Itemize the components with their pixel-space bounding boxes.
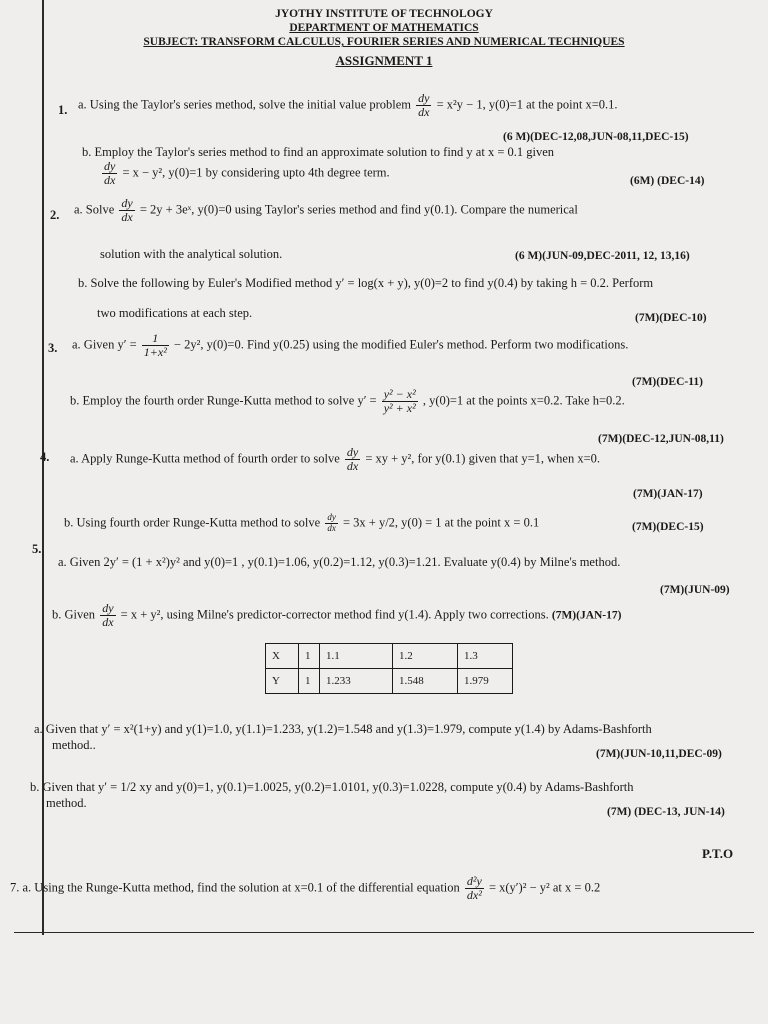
q6a-marks: (7M)(JUN-10,11,DEC-09) — [596, 748, 722, 760]
table-row: X 1 1.1 1.2 1.3 — [266, 644, 513, 669]
assignment-title: ASSIGNMENT 1 — [335, 53, 433, 68]
institute-name: JYOTHY INSTITUTE OF TECHNOLOGY — [275, 8, 493, 20]
q1a-prefix: a. Using the Taylor's series method, solve the initial value problem — [78, 97, 412, 112]
q4a-text: a. Apply Runge-Kutta method of fourth order to solve $\frac{dy}{dx}$ = xy + y², for y(0.1) given that y=1, when x=0. — [70, 445, 601, 474]
q1a-marks: (6 M)(DEC-12,08,JUN-08,11,DEC-15) — [503, 131, 689, 143]
pto-label: P.T.O — [702, 846, 734, 861]
q3a-fraction: $\frac{1}{\text{1+x²}}$ — [143, 331, 167, 360]
q6b-line2: method. — [46, 796, 87, 810]
q2a-line2: solution with the analytical solution. — [100, 247, 283, 261]
q2a-marks: (6 M)(JUN-09,DEC-2011, 12, 13,16) — [515, 250, 690, 262]
q1a-fraction: $\frac{dy}{dx}$ — [418, 91, 430, 120]
q2b-line2: two modifications at each step. — [97, 306, 253, 320]
question-number-5: 5. — [32, 542, 42, 556]
q3b-fraction: $\frac{\text{y² − x²}}{\text{y² + x²}}$ — [383, 387, 416, 416]
q1b-equation: $\frac{dy}{dx}$ = x − y², y(0)=1 by considering upto 4th degree term. — [104, 159, 390, 188]
q4a-fraction: $\frac{dy}{dx}$ — [346, 445, 359, 474]
q7a-text: 7. a. Using the Runge-Kutta method, find the solution at x=0.1 of the differential equation $\frac{\text{d²y}}{\text{dx²}}$ = x(y′)² − y² at x = 0.2 — [10, 874, 601, 903]
q3a-marks: (7M)(DEC-11) — [632, 376, 703, 388]
q3b-marks: (7M)(DEC-12,JUN-08,11) — [598, 433, 724, 445]
q6b-marks: (7M) (DEC-13, JUN-14) — [607, 806, 725, 818]
values-table — [265, 643, 513, 694]
question-number-2: 2. — [50, 208, 60, 222]
q6b-text: b. Given that y′ = 1/2 xy and y(0)=1, y(0.1)=1.0025, y(0.2)=1.0101, y(0.3)=1.0228, compute y(0.4) by Adams-Bashforth — [30, 780, 634, 794]
q5b-fraction: $\frac{dy}{dx}$ — [102, 601, 114, 630]
q3b-text: b. Employ the fourth order Runge-Kutta method to solve y′ = $\frac{\text{y² − x²}}{\text{y² + x²}}$ , y(0)=1 at the points x=0.2. Take h=0.2. — [70, 387, 625, 416]
q4b-fraction: $\frac{dy}{dx}$ — [327, 512, 336, 533]
q5b-text: b. Given $\frac{dy}{dx}$ = x + y², using Milne's predictor-corrector method find y(1.4). Apply two corrections. (7M)(JAN-17) — [52, 601, 622, 630]
question-number-4: 4. — [40, 450, 50, 464]
q2a-text: a. Solve $\frac{dy}{dx}$ = 2y + 3eˣ, y(0)=0 using Taylor's series method and find y(0.1). Compare the numerical — [74, 196, 578, 225]
q4b-text: b. Using fourth order Runge-Kutta method to solve $\frac{dy}{dx}$ = 3x + y/2, y(0) = 1 at the point x = 0.1 — [64, 512, 540, 533]
q5a-marks: (7M)(JUN-09) — [660, 584, 730, 596]
q2a-fraction: $\frac{dy}{dx}$ — [121, 196, 133, 225]
q1b-fraction: $\frac{dy}{dx}$ — [104, 159, 116, 188]
department-name: DEPARTMENT OF MATHEMATICS — [289, 22, 479, 34]
q3a-text: a. Given y′ = $\frac{1}{\text{1+x²}}$ − 2y², y(0)=0. Find y(0.25) using the modified Euler's method. Perform two modifications. — [72, 331, 629, 360]
q6a-line2: method.. — [52, 738, 96, 752]
q1b-marks: (6M) (DEC-14) — [630, 175, 705, 187]
question-number-3: 3. — [48, 341, 58, 355]
q1b-text: b. Employ the Taylor's series method to find an approximate solution to find y at x = 0.1 given — [82, 145, 555, 159]
q6a-text: a. Given that y′ = x²(1+y) and y(1)=1.0, y(1.1)=1.233, y(1.2)=1.548 and y(1.3)=1.979, compute y(1.4) by Adams-Bashforth — [34, 722, 652, 736]
q5b-marks: (7M)(JAN-17) — [551, 609, 622, 622]
subject-title: SUBJECT: TRANSFORM CALCULUS, FOURIER SERIES AND NUMERICAL TECHNIQUES — [143, 36, 625, 48]
table-row: Y 1 1.233 1.548 1.979 — [266, 669, 513, 694]
question-number-1: 1. — [58, 103, 68, 117]
q4a-marks: (7M)(JAN-17) — [633, 488, 703, 500]
bottom-rule — [14, 932, 754, 933]
q1a-suffix: = x²y − 1, y(0)=1 at the point x=0.1. — [436, 97, 618, 112]
q2b-marks: (7M)(DEC-10) — [635, 312, 707, 324]
q2b-text: b. Solve the following by Euler's Modified method y′ = log(x + y), y(0)=2 to find y(0.4) by taking h = 0.2. Perform — [78, 276, 654, 290]
q7a-fraction: $\frac{\text{d²y}}{\text{dx²}}$ — [466, 874, 482, 903]
q4b-marks: (7M)(DEC-15) — [632, 521, 704, 533]
q1a-text — [78, 92, 618, 119]
q5a-text: a. Given 2y′ = (1 + x²)y² and y(0)=1 , y(0.1)=1.06, y(0.2)=1.12, y(0.3)=1.21. Evaluate y(0.4) by Milne's method. — [58, 555, 621, 569]
